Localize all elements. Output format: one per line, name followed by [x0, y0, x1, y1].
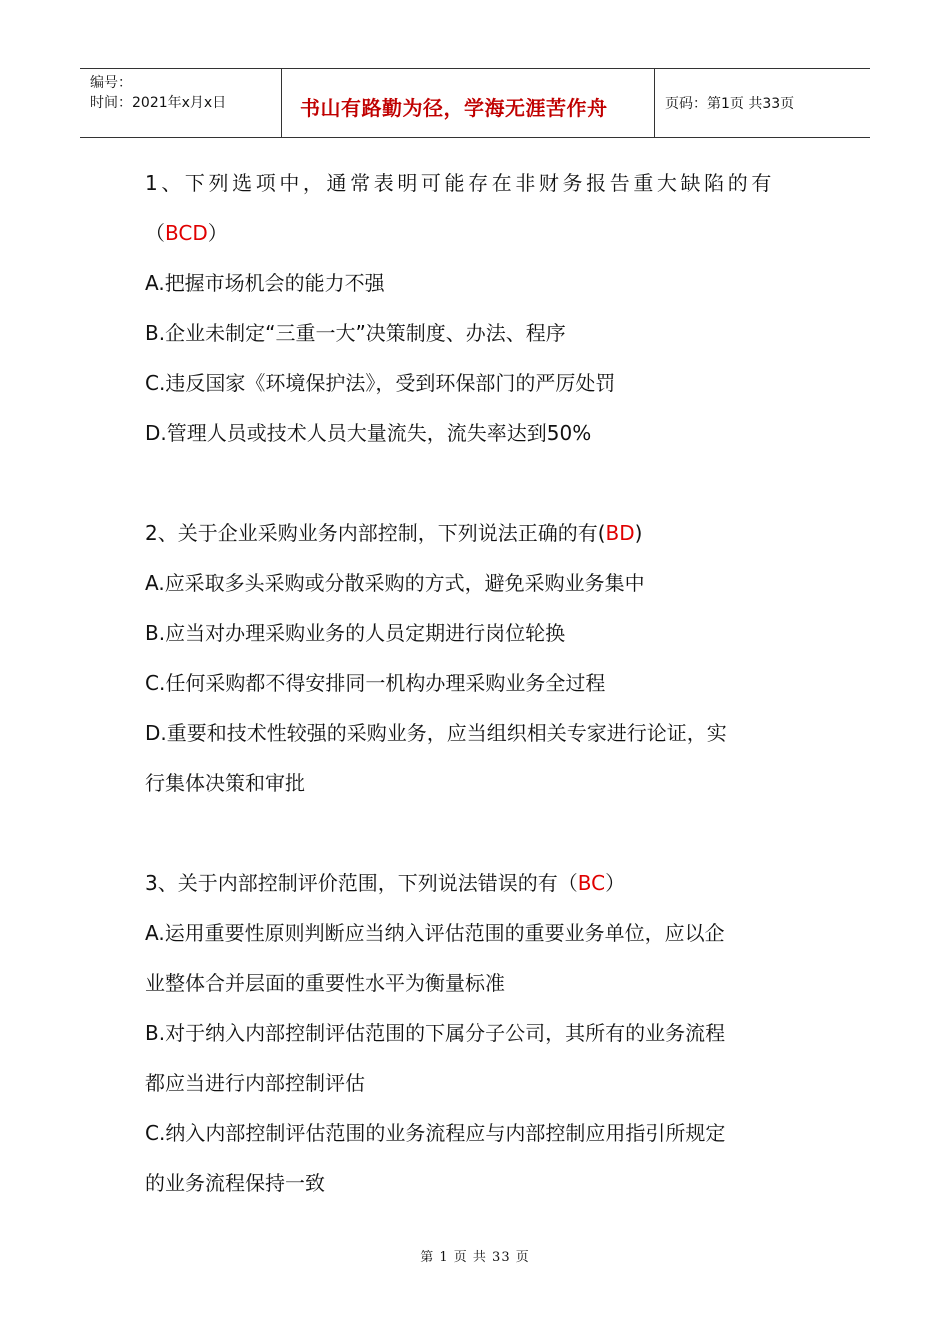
header-page-info: 页码：第1页 共33页 [665, 96, 795, 112]
spacer [145, 458, 810, 508]
question-3-option-a: A.运用重要性原则判断应当纳入评估范围的重要业务单位，应以企 [145, 921, 725, 945]
question-2-option-b: B.应当对办理采购业务的人员定期进行岗位轮换 [145, 621, 566, 645]
document-number-label: 编号： [90, 75, 132, 91]
question-1-stem: 1、下列选项中，通常表明可能存在非财务报告重大缺陷的有 [145, 171, 775, 195]
question-1-stem-answer-line [145, 208, 810, 258]
header-motto-cell [282, 69, 655, 137]
question-1-option-a: A.把握市场机会的能力不强 [145, 271, 385, 295]
question-3-option-a-cont: 业整体合并层面的重要性水平为衡量标准 [145, 971, 505, 995]
question-2-option-d-cont: 行集体决策和审批 [145, 771, 305, 795]
question-3-option-b-cont: 都应当进行内部控制评估 [145, 1071, 365, 1095]
document-time-label: 时间：2021年x月x日 [90, 95, 227, 111]
question-3-option-c: C.纳入内部控制评估范围的业务流程应与内部控制应用指引所规定 [145, 1121, 726, 1145]
paren-open: （ [145, 221, 165, 245]
paren-close: ) [634, 521, 643, 545]
question-3-option-c-cont: 的业务流程保持一致 [145, 1171, 325, 1195]
page-footer: 第 1 页 共 33 页 [420, 1250, 530, 1265]
question-2-option-d: D.重要和技术性较强的采购业务，应当组织相关专家进行论证，实 [145, 721, 727, 745]
spacer [145, 808, 810, 858]
question-2-answer: BD [605, 521, 635, 545]
question-1-option-d: D.管理人员或技术人员大量流失，流失率达到50% [145, 421, 592, 445]
header-meta [80, 69, 282, 137]
paren-close: ） [207, 221, 228, 245]
document-body [145, 158, 810, 1208]
header-motto: 书山有路勤为径，学海无涯苦作舟 [300, 95, 608, 120]
question-2-option-c: C.任何采购都不得安排同一机构办理采购业务全过程 [145, 671, 606, 695]
question-3-stem-text: 3、关于内部控制评价范围，下列说法错误的有（ [145, 871, 578, 895]
question-2-option-a: A.应采取多头采购或分散采购的方式，避免采购业务集中 [145, 571, 645, 595]
question-3-stem [145, 858, 810, 908]
paren-close: ） [605, 871, 626, 895]
question-3-option-b: B.对于纳入内部控制评估范围的下属分子公司，其所有的业务流程 [145, 1021, 726, 1045]
question-1-option-c: C.违反国家《环境保护法》，受到环保部门的严厉处罚 [145, 371, 616, 395]
question-2-stem [145, 508, 810, 558]
document-header [80, 68, 870, 138]
question-1-answer: BCD [165, 221, 208, 245]
header-page-cell [655, 69, 870, 137]
question-3-answer: BC [577, 871, 606, 895]
question-2-stem-text: 2、关于企业采购业务内部控制，下列说法正确的有( [145, 521, 606, 545]
question-1-option-b: B.企业未制定“三重一大”决策制度、办法、程序 [145, 321, 566, 345]
